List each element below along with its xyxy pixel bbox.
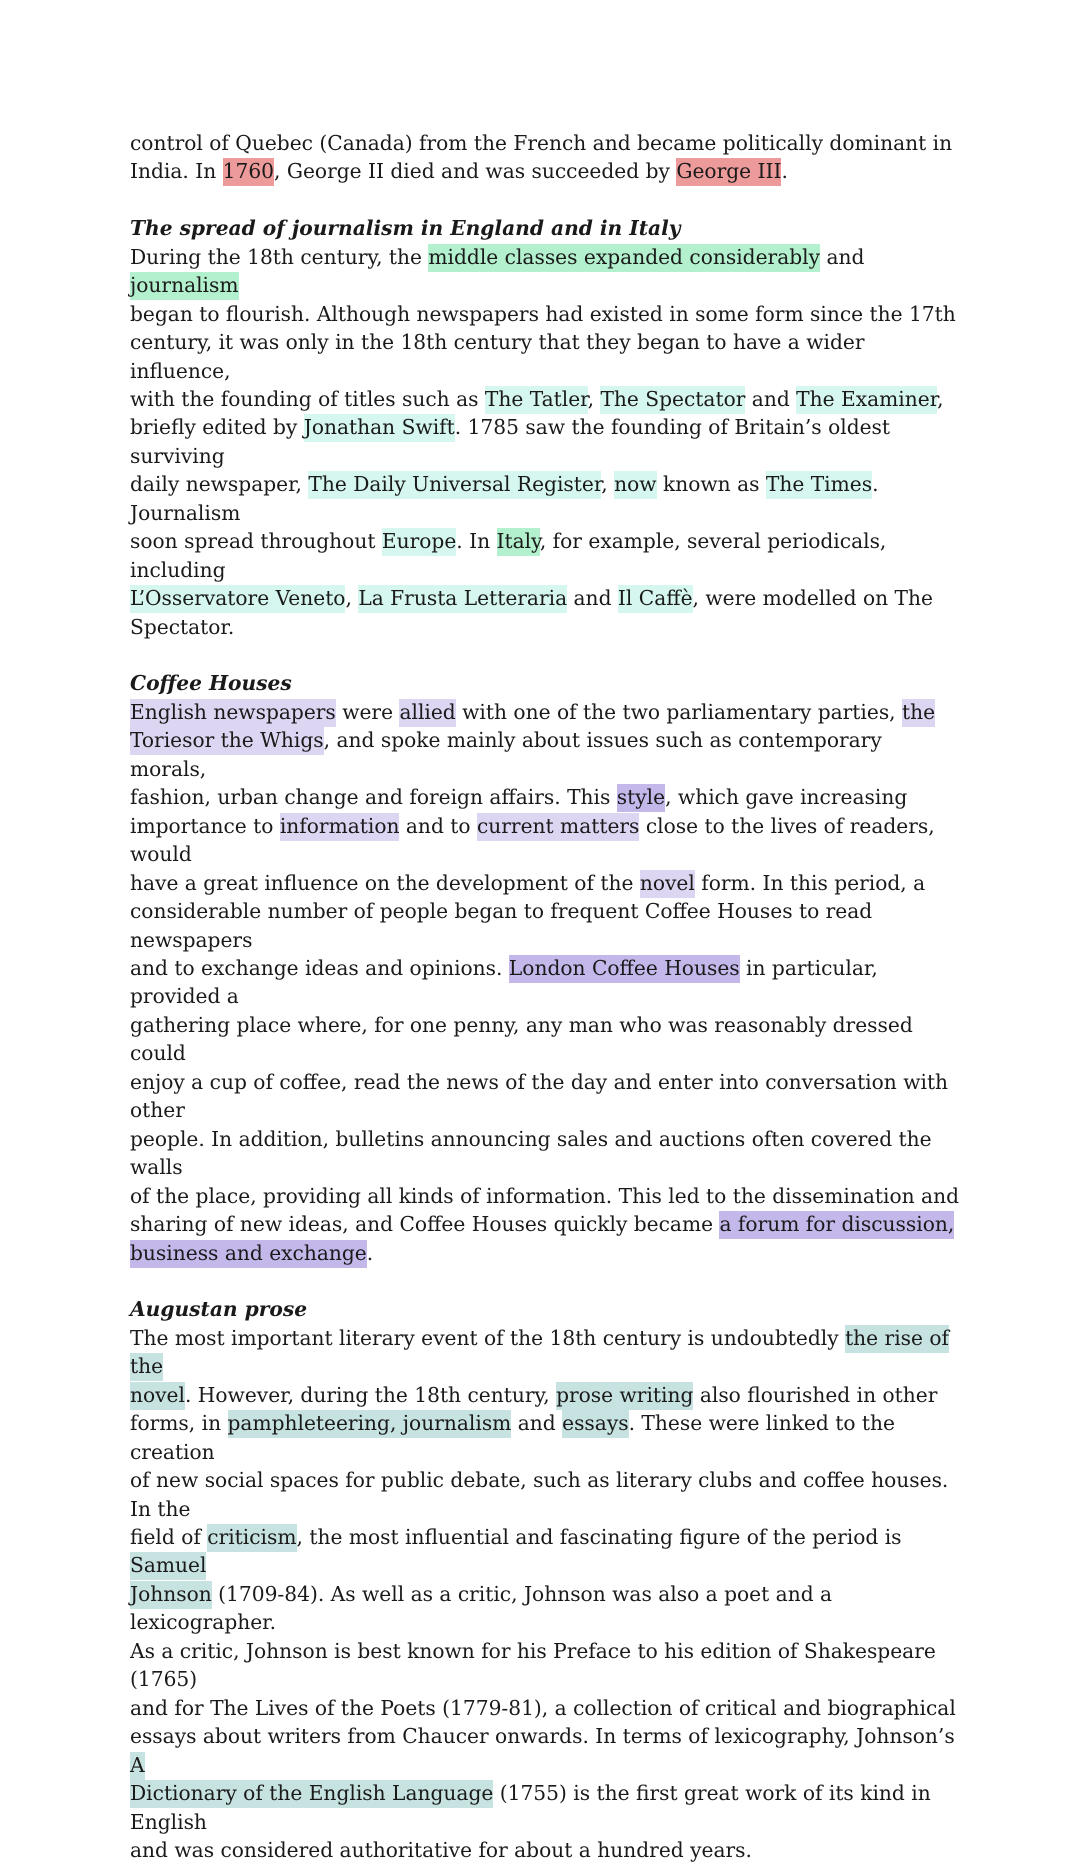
intro-paragraph [130,129,960,186]
section-gap [130,641,960,669]
text-run: , [601,472,615,497]
text-run: During the 18th century, the [130,244,429,269]
text-run: . 1785 saw the founding of Britain’s oldest surviving [130,415,891,468]
highlighted-text: Samuel [130,1552,206,1580]
text-run: field of [130,1525,208,1550]
highlighted-text: business and exchange [130,1240,367,1268]
highlighted-text: Europe [382,528,456,556]
text-run: , George II died and was succeeded by [274,159,677,184]
text-line [130,1523,960,1580]
section-journalism [130,214,960,641]
text-line [130,1694,960,1722]
text-line [130,1011,960,1068]
text-run: control of Quebec (Canada) from the French and became politically dominant in [130,131,953,155]
highlighted-text: 1760 [223,158,274,186]
text-line [130,726,960,783]
highlighted-text: journalism [130,272,239,300]
text-run: have a great influence on the development of the [130,870,640,895]
text-run: and [820,244,865,269]
highlighted-text: essays [562,1410,628,1438]
highlighted-text: The Times [766,471,872,499]
text-line [130,1125,960,1182]
highlighted-text: Jonathan Swift [304,414,455,442]
highlighted-text: George III [676,158,781,186]
highlighted-text: middle classes expanded considerably [428,244,820,272]
text-line [130,1068,960,1125]
text-run: . [366,1240,374,1265]
text-run: gathering place where, for one penny, any man who was reasonably dressed could [130,1012,913,1066]
section-coffee-houses [130,669,960,1267]
section-body-augustan-prose [130,1324,960,1864]
text-line [130,1580,960,1637]
highlighted-text: Johnson [130,1581,212,1609]
section-gap [130,186,960,214]
text-run: fashion, urban change and foreign affairs. This [130,785,617,810]
section-body-journalism [130,243,960,641]
text-line [130,129,960,157]
text-run: , which gave increasing [665,785,908,810]
text-line [130,413,960,470]
text-line [130,1779,960,1836]
text-run: , [587,387,601,412]
text-line [130,1324,960,1381]
highlighted-text: the rise of the [130,1325,949,1381]
text-run: . However, during the 18th century, [184,1382,557,1407]
text-run: with the founding of titles such as [130,387,485,412]
highlighted-text: criticism [207,1524,296,1552]
text-line [130,328,960,385]
highlighted-text: The Spectator [600,386,745,414]
document-page [130,129,960,1864]
text-run: of new social spaces for public debate, such as literary clubs and coffee houses. In the [130,1468,949,1521]
text-run: of the place, providing all kinds of information. This led to the dissemination and [130,1183,959,1208]
highlighted-text: current matters [477,813,639,841]
text-run: and to [399,813,477,838]
text-run: (1709-84). As well as a critic, Johnson was also a poet and a lexicographer. [130,1581,833,1635]
section-augustan-prose [130,1295,960,1864]
text-run: , and spoke mainly about issues such as contemporary morals, [130,728,882,781]
text-line [130,1836,960,1864]
highlighted-text: information [280,813,400,841]
section-heading-journalism: The spread of journalism in England and in Italy [130,216,681,241]
highlighted-text: London Coffee Houses [509,955,740,983]
text-line [130,783,960,811]
highlighted-text: The Tatler [485,386,588,414]
text-run: . In [456,529,497,554]
highlighted-text: a forum for discussion, [719,1211,954,1239]
text-run: (1755) is the first great work of its kind in English [130,1781,931,1834]
text-run: soon spread throughout [130,529,382,554]
text-run: in particular, provided a [130,956,878,1009]
text-run: and [745,387,797,412]
highlighted-text: novel [640,870,695,898]
text-run: were [335,699,400,724]
text-line [130,1466,960,1523]
highlighted-text: Toriesor the Whigs [130,727,324,755]
text-line [130,527,960,584]
text-line [130,613,960,641]
text-run: Spectator. [130,614,235,639]
highlighted-text: now [614,471,656,499]
highlighted-text: A [130,1752,145,1780]
highlighted-text: English newspapers [130,699,336,727]
text-run: India. In [130,159,223,184]
highlighted-text: prose writing [556,1382,693,1410]
text-run: , [345,586,359,611]
text-run: . [781,159,788,184]
highlighted-text: The Daily Universal Register [308,471,601,499]
text-run: As a critic, Johnson is best known for his Preface to his edition of Shakespeare (1765) [130,1638,936,1692]
text-run: and was considered authoritative for about a hundred years. [130,1838,752,1862]
text-line [130,157,960,185]
section-body-coffee-houses [130,698,960,1267]
text-run: century, it was only in the 18th century that they began to have a wider influence, [130,330,865,383]
text-run: considerable number of people began to frequent Coffee Houses to read newspapers [130,899,873,952]
highlighted-text: La Frusta Letteraria [358,585,567,613]
text-run: and to exchange ideas and opinions. [130,956,509,981]
text-run: and [567,586,618,611]
text-line [130,1182,960,1210]
text-line [130,300,960,328]
text-line [130,385,960,413]
text-run: essays about writers from Chaucer onwards. In terms of lexicography, Johnson’s [130,1724,955,1749]
text-run: and [511,1411,563,1436]
text-line [130,812,960,869]
highlighted-text: allied [399,699,455,727]
text-line [130,698,960,726]
highlighted-text: Dictionary of the English Language [130,1780,493,1808]
text-run: . Journalism [130,472,879,525]
text-line [130,869,960,897]
text-run: importance to [130,813,280,838]
text-run: , were modelled on The [692,586,933,611]
text-run: with one of the two parliamentary parties, [455,699,903,724]
text-line [130,584,960,612]
highlighted-text: L’Osservatore Veneto [130,585,345,613]
text-run: sharing of new ideas, and Coffee Houses quickly became [130,1212,720,1237]
highlighted-text: pamphleteering, journalism [228,1410,512,1438]
text-line [130,1210,960,1238]
section-heading-augustan-prose: Augustan prose [130,1297,308,1322]
section-heading-coffee-houses: Coffee Houses [130,671,292,696]
text-run: briefly edited by [130,415,304,440]
text-line [130,470,960,527]
text-run: . These were linked to the creation [130,1411,895,1464]
text-run: and for The Lives of the Poets (1779-81), a collection of critical and biographical [130,1695,956,1720]
text-run: form. In this period, a [694,870,926,895]
text-run: , [937,387,944,412]
highlighted-text: novel [130,1382,185,1410]
text-run: The most important literary event of the 18th century is undoubtedly [130,1325,846,1350]
intro-text [130,129,960,186]
text-run: known as [656,472,766,497]
highlighted-text: The Examiner [796,386,937,414]
text-line [130,954,960,1011]
text-run: forms, in [130,1411,228,1436]
text-line [130,1381,960,1409]
highlighted-text: the [902,699,935,727]
text-line [130,1239,960,1267]
text-run: , for example, several periodicals, including [130,529,887,582]
text-line [130,1722,960,1779]
text-run: also flourished in other [693,1382,938,1407]
highlighted-text: Il Caffè [618,585,693,613]
text-run: began to flourish. Although newspapers had existed in some form since the 17th [130,301,956,326]
highlighted-text: style [617,784,665,812]
text-run: , the most influential and fascinating figure of the period is [296,1525,902,1550]
text-line [130,1409,960,1466]
text-run: close to the lives of readers, would [130,813,935,867]
text-line [130,1637,960,1694]
highlighted-text: Italy [497,528,540,556]
text-line [130,897,960,954]
text-run: enjoy a cup of coffee, read the news of the day and enter into conversation with other [130,1069,949,1123]
text-run: daily newspaper, [130,472,309,497]
text-line [130,243,960,300]
section-gap [130,1267,960,1295]
text-run: people. In addition, bulletins announcing sales and auctions often covered the walls [130,1126,932,1180]
